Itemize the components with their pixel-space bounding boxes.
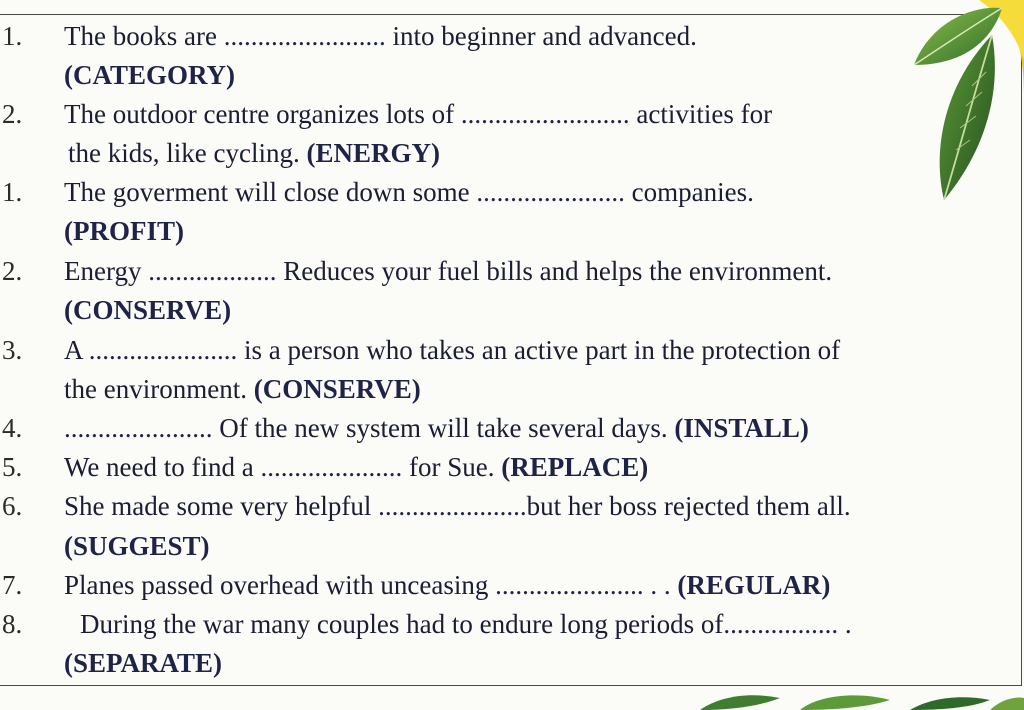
item-text-before: A [64, 335, 89, 365]
item-text-after: for Sue. [402, 452, 502, 482]
answer-blank[interactable]: ................. [723, 609, 839, 639]
keyword-hint: (SEPARATE) [64, 648, 223, 678]
item-text-after: Reduces your fuel bills and helps the environment. [276, 256, 833, 286]
item-text-before: The outdoor centre organizes lots of [64, 99, 461, 129]
answer-blank[interactable]: ...................... [476, 177, 625, 207]
item-text-after: is a person who takes an active part in the protection of [237, 335, 841, 365]
item-text-before: The books are [64, 21, 224, 51]
keyword-hint: (CATEGORY) [64, 60, 236, 90]
keyword-hint: (SUGGEST) [64, 531, 210, 561]
item-number: 6. [2, 491, 23, 521]
leaf-decoration-icon [874, 0, 1024, 210]
answer-blank[interactable]: ......................... [460, 99, 630, 129]
item-text-before: We need to find a [64, 452, 261, 482]
item-text-after: into beginner and advanced. [385, 21, 697, 51]
item-number: 8. [2, 609, 23, 639]
keyword-hint: (REPLACE) [501, 452, 649, 482]
item-number: 2. [2, 256, 23, 286]
item-number: 3. [2, 335, 23, 365]
item-text-cont: the environment. [64, 374, 254, 404]
item-text-after: Of the new system will take several days. [212, 413, 675, 443]
keyword-hint: (ENERGY) [306, 138, 440, 168]
item-text-after: . [838, 609, 852, 639]
item-text-before: The goverment will close down some [64, 177, 477, 207]
item-number: 5. [2, 452, 23, 482]
keyword-hint: (INSTALL) [674, 413, 809, 443]
item-text-before: Planes passed overhead with unceasing [64, 570, 496, 600]
item-number: 1. [2, 177, 23, 207]
answer-blank[interactable]: ...................... [64, 413, 213, 443]
item-text-cont: the kids, like cycling. [68, 138, 307, 168]
answer-blank[interactable]: ...................... [378, 491, 527, 521]
keyword-hint: (PROFIT) [64, 216, 184, 246]
keyword-hint: (CONSERVE) [64, 295, 232, 325]
item-text-before: She made some very helpful [64, 491, 379, 521]
item-number: 4. [2, 413, 23, 443]
keyword-hint: (REGULAR) [677, 570, 831, 600]
answer-blank[interactable]: ..................... [260, 452, 403, 482]
item-text-after: activities for [629, 99, 773, 129]
answer-blank[interactable]: ...................... [88, 335, 238, 365]
answer-blank[interactable]: ................... [148, 256, 277, 286]
item-text-after: companies. [624, 177, 754, 207]
answer-blank[interactable]: ........................ [223, 21, 386, 51]
answer-blank[interactable]: ...................... . . [495, 570, 671, 600]
keyword-hint: (CONSERVE) [253, 374, 421, 404]
item-text-before: Energy [64, 256, 149, 286]
footer-leaf-decoration-icon [690, 688, 1024, 710]
item-text-after: but her boss rejected them all. [526, 491, 851, 521]
item-number: 2. [2, 99, 23, 129]
item-number: 7. [2, 570, 23, 600]
item-text-before: During the war many couples had to endure long periods of [80, 609, 724, 639]
item-number: 1. [2, 21, 23, 51]
